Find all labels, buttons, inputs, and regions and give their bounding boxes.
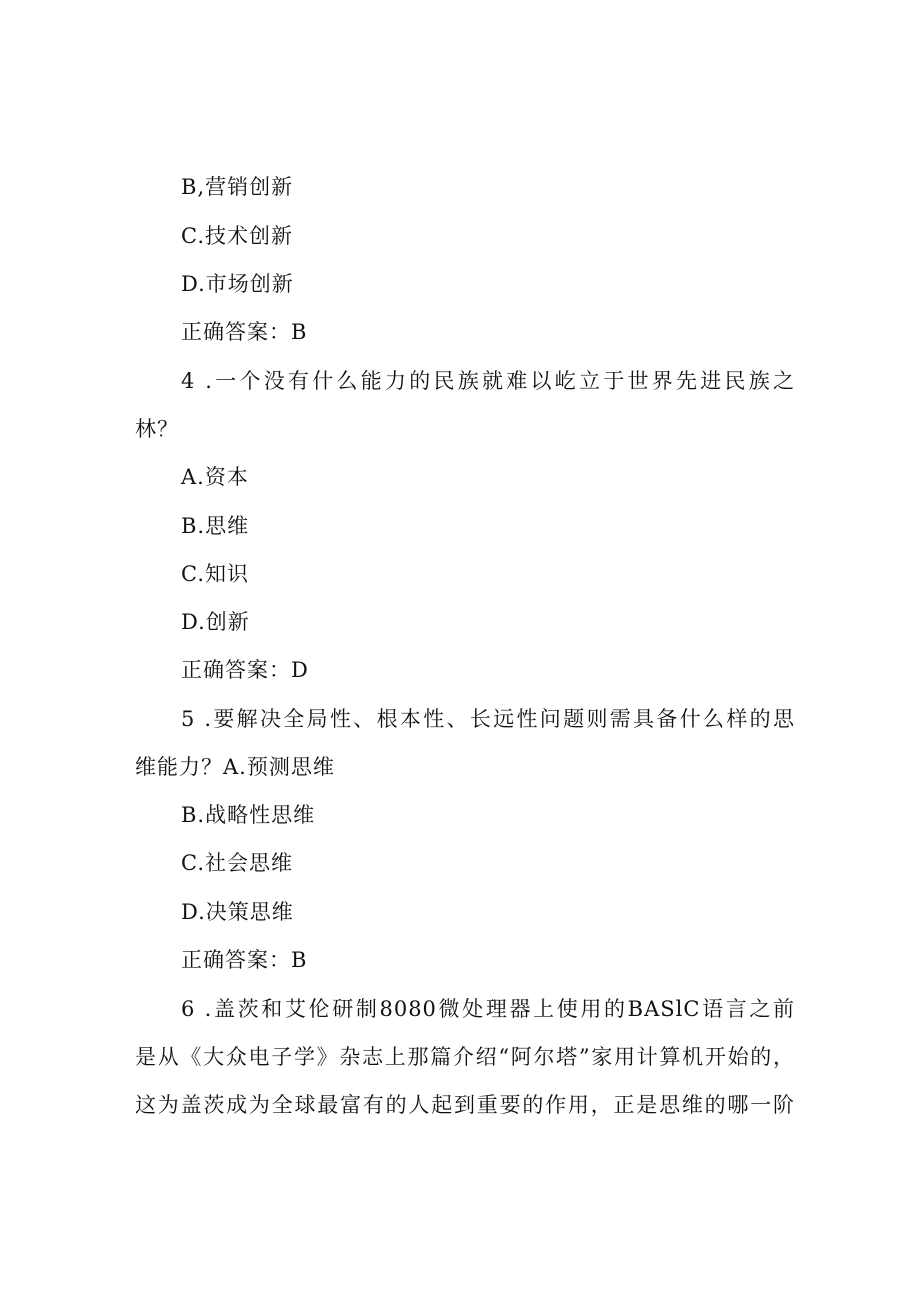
q5-answer: 正确答案：B: [181, 948, 308, 972]
q5-option-d: D.决策思维: [181, 900, 294, 924]
q3-option-d: D.市场创新: [181, 272, 294, 296]
q5-option-b: B.战略性思维: [181, 803, 316, 827]
q4-answer: 正确答案：D: [181, 658, 309, 682]
q5-stem-line1: 5 .要解决全局性、根本性、长远性问题则需具备什么样的思: [181, 707, 795, 731]
q4-stem-line2: 林？: [135, 417, 179, 441]
q3-option-c: C.技术创新: [181, 224, 293, 248]
q6-stem-line3: 这为盖茨成为全球最富有的人起到重要的作用，正是思维的哪一阶: [135, 1093, 795, 1117]
q6-stem-line1: 6 .盖茨和艾伦研制8080微处理器上使用的BASlC语言之前: [181, 997, 795, 1021]
q3-option-b: B,营销创新: [181, 175, 294, 199]
q4-option-b: B.思维: [181, 514, 250, 538]
q4-option-c: C.知识: [181, 562, 249, 586]
q4-stem-line1: 4 .一个没有什么能力的民族就难以屹立于世界先进民族之: [181, 369, 795, 393]
q3-answer: 正确答案：B: [181, 320, 308, 344]
q4-option-a: A.资本: [181, 465, 249, 489]
q5-stem-line2: 维能力？A.预测思维: [135, 755, 335, 779]
q6-stem-line2: 是从《大众电子学》杂志上那篇介绍“阿尔塔”家用计算机开始的，: [135, 1045, 795, 1069]
q5-option-c: C.社会思维: [181, 851, 293, 875]
q4-option-d: D.创新: [181, 610, 250, 634]
